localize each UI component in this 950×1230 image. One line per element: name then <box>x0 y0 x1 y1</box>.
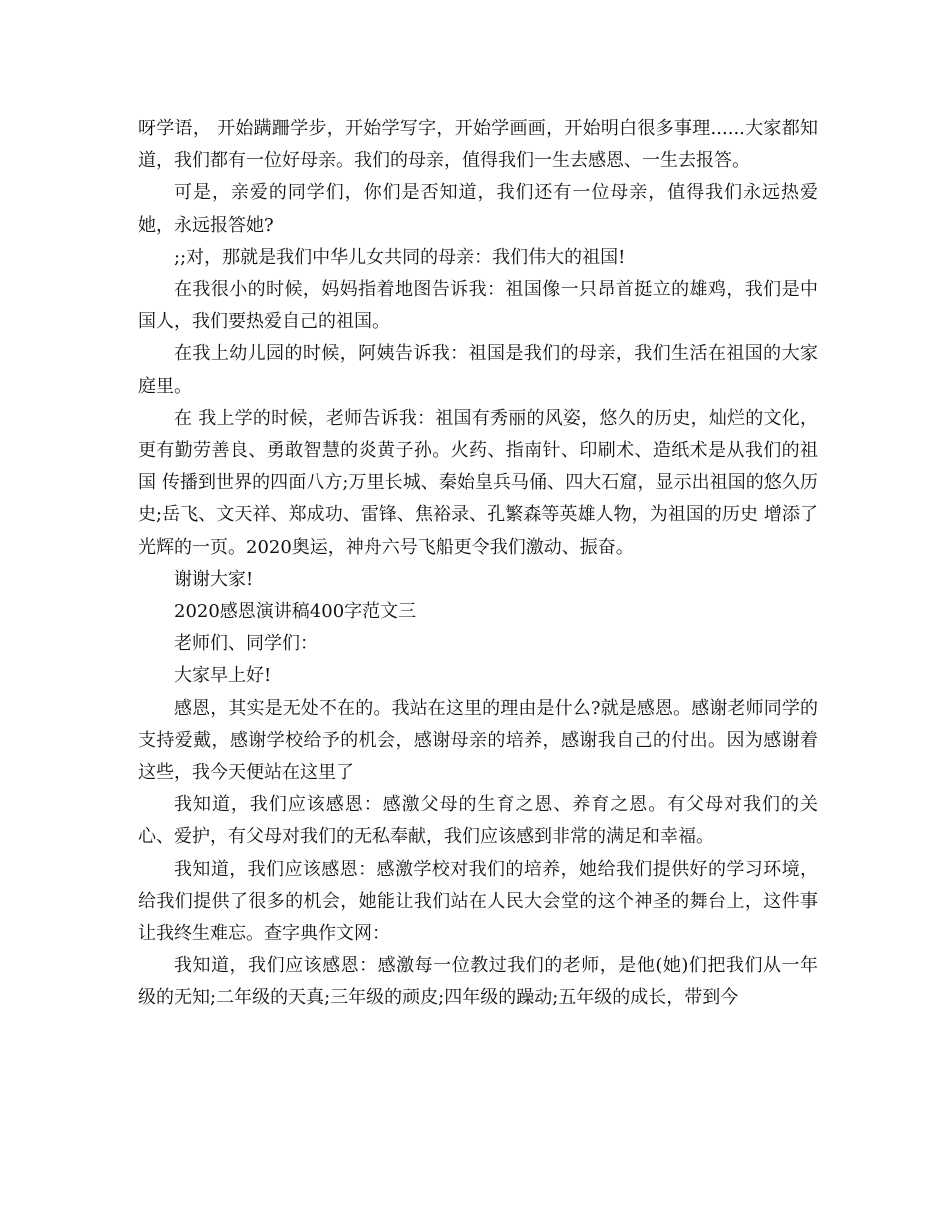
paragraph: 在我很小的时候，妈妈指着地图告诉我：祖国像一只昂首挺立的雄鸡，我们是中国人，我们要热爱自己的祖国。 <box>138 279 818 333</box>
paragraph: 在我上幼儿园的时候，阿姨告诉我：祖国是我们的母亲，我们生活在祖国的大家庭里。 <box>138 343 818 397</box>
document-body <box>138 113 818 1015</box>
paragraph: 感恩，其实是无处不在的。我站在这里的理由是什么?就是感恩。感谢老师同学的支持爱戴，感谢学校给予的机会，感谢母亲的培养，感谢我自己的付出。因为感谢着这些，我今天便站在这里了 <box>138 697 818 784</box>
greeting: 大家早上好! <box>174 665 272 687</box>
paragraph: 我知道，我们应该感恩：感激学校对我们的培养，她给我们提供好的学习环境，给我们提供了很多的机会，她能让我们站在人民大会堂的这个神圣的舞台上，这件事让我终生难忘。查字典作文网： <box>138 858 818 945</box>
section-heading: 2020感恩演讲稿400字范文三 <box>174 601 417 623</box>
paragraph-continuation: 呀学语， 开始蹒跚学步，开始学写字，开始学画画，开始明白很多事理......大家都知道，我们都有一位好母亲。我们的母亲，值得我们一生去感恩、一生去报答。 <box>138 118 818 172</box>
paragraph: 可是，亲爱的同学们，你们是否知道，我们还有一位母亲，值得我们永远热爱她，永远报答她? <box>138 182 818 236</box>
paragraph: 我知道，我们应该感恩：感激每一位教过我们的老师，是他(她)们把我们从一年级的无知;二年级的天真;三年级的顽皮;四年级的躁动;五年级的成长，带到今 <box>138 955 818 1009</box>
closing-line: 谢谢大家! <box>174 568 254 590</box>
salutation: 老师们、同学们： <box>174 633 318 655</box>
paragraph: 我知道，我们应该感恩：感激父母的生育之恩、养育之恩。有父母对我们的关心、爱护，有父母对我们的无私奉献，我们应该感到非常的满足和幸福。 <box>138 794 818 848</box>
paragraph: ;;对，那就是我们中华儿女共同的母亲：我们伟大的祖国! <box>174 246 626 268</box>
paragraph: 在 我上学的时候，老师告诉我：祖国有秀丽的风姿，悠久的历史，灿烂的文化，更有勤劳善良、勇敢智慧的炎黄子孙。火药、指南针、印刷术、造纸术是从我们的祖国 传播到世界的四面八方;万里长城、秦始皇兵马俑、四大石窟，显示出祖国的悠久历史;岳飞、文天祥、郑成功、雷锋、焦裕录、孔繁森等英雄人物，为祖国的历史 增添了光辉的一页。2020奥运，神舟六号飞船更令我们激动、振奋。 <box>138 407 818 558</box>
